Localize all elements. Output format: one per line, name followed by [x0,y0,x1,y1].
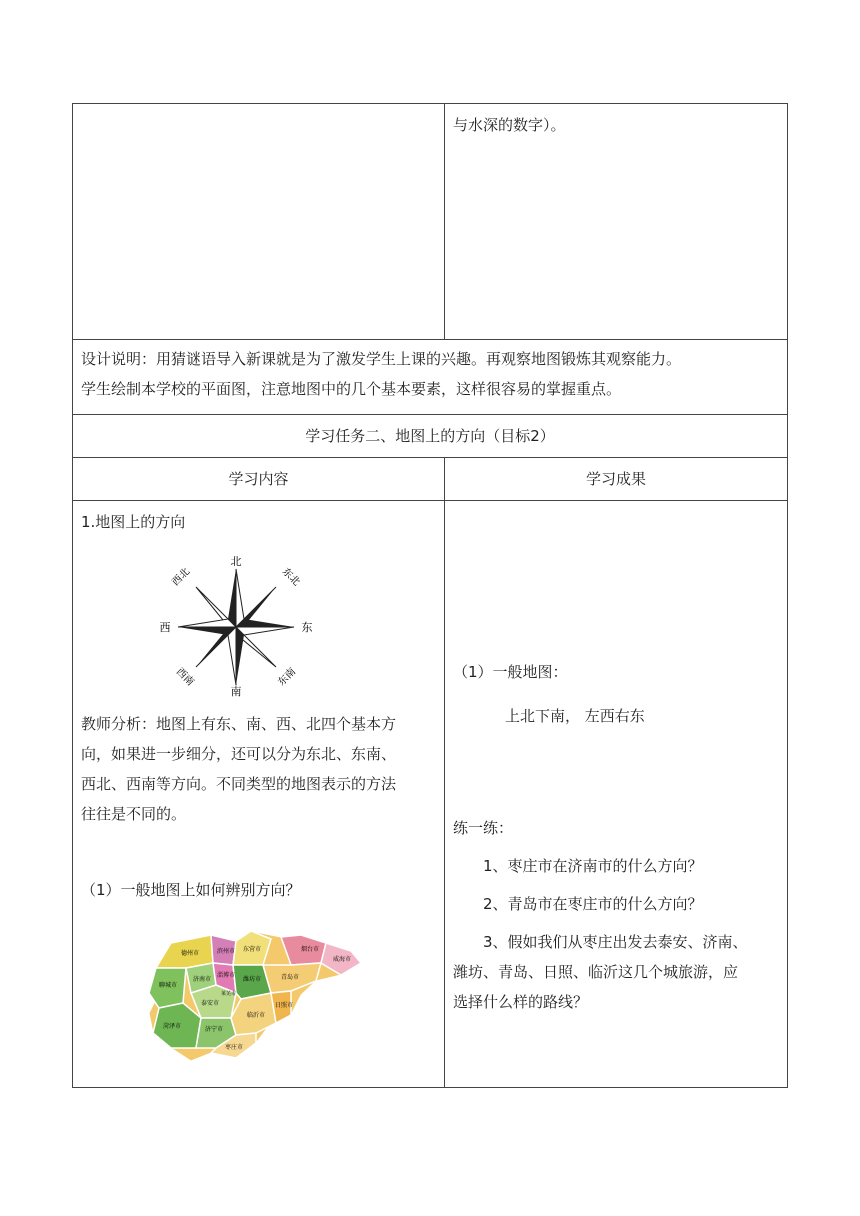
compass-icon [159,555,313,698]
map-label-weihai: 威海市 [333,956,352,963]
lesson-table [72,103,788,1088]
task-header: 学习任务二、地图上的方向（目标2） [305,427,555,445]
top-left-cell [73,104,445,340]
design-note-line-1: 设计说明：用猜谜语导入新课就是为了激发学生上课的兴趣。再观察地图锻炼其观察能力。 [81,350,682,368]
column-header-right [445,458,788,501]
design-note-cell [73,340,788,415]
compass-north: 北 [230,555,242,568]
practice-question-1: 1、枣庄市在济南市的什么方向？ [483,857,703,875]
result-rule: 上北下南， 左西右东 [505,707,645,725]
analysis-line-3: 西北、西南等方向。不同类型的地图表示的方法 [81,775,397,793]
map-label-liaocheng: 聊城市 [159,982,178,989]
top-right-cell [445,104,788,340]
results-cell [445,501,788,1088]
analysis-line-1: 教师分析：地图上有东、南、西、北四个基本方 [81,715,397,733]
map-label-qingdao: 青岛市 [281,974,300,981]
column-header-left-label: 学习内容 [228,470,289,488]
compass-west: 西 [159,621,171,634]
map-label-yantai: 烟台市 [301,946,320,953]
column-header-right-label: 学习成果 [585,470,646,488]
compass-southwest: 西南 [173,666,196,689]
compass-northeast: 东北 [279,566,302,589]
compass-rose [159,555,313,698]
map-label-jinan: 济南市 [193,976,212,983]
column-header-left [73,458,445,501]
map-label-dezhou: 德州市 [181,950,200,957]
map-label-linyi: 临沂市 [247,1012,266,1019]
map-label-binzhou: 滨州市 [217,948,236,955]
practice-question-3-line-1: 3、假如我们从枣庄出发去泰安、济南、 [483,933,748,951]
result-item-1: （1）一般地图： [453,663,568,681]
shandong-map [141,923,371,1063]
map-label-jining: 济宁市 [205,1026,224,1033]
design-note-line-2: 学生绘制本学校的平面图，注意地图中的几个基本要素，这样很容易的掌握重点。 [81,380,622,398]
practice-question-3-line-2: 潍坊、青岛、日照、临沂这几个城旅游，应 [453,963,739,981]
compass-southeast: 东南 [276,666,299,689]
map-icon [141,923,371,1063]
map-label-weifang: 潍坊市 [243,976,262,983]
analysis-line-2: 向，如果进一步细分，还可以分为东北、东南、 [81,745,397,763]
continuation-text: 与水深的数字）。 [453,116,566,134]
map-label-laiwu: 莱芜市 [221,991,237,997]
content-cell [73,501,445,1088]
practice-question-2: 2、青岛市在枣庄市的什么方向？ [483,895,703,913]
map-label-rizhao: 日照市 [275,1002,294,1009]
compass-east: 东 [301,621,313,634]
map-label-zibo: 淄博市 [217,972,236,979]
analysis-line-4: 往往是不同的。 [81,805,187,823]
content-heading: 1.地图上的方向 [81,513,186,531]
question-text: （1）一般地图上如何辨别方向？ [81,881,301,899]
map-label-taian: 泰安市 [201,1000,220,1007]
compass-south: 南 [230,685,242,698]
map-label-zaozhuang: 枣庄市 [225,1044,244,1051]
teacher-analysis [81,709,436,829]
practice-title: 练一练： [453,819,514,837]
task-header-cell [73,415,788,458]
compass-northwest: 西北 [170,566,193,589]
practice-question-3-line-3: 选择什么样的路线？ [453,993,589,1011]
map-label-heze: 菏泽市 [163,1023,182,1030]
map-label-dongying: 东营市 [243,946,262,953]
